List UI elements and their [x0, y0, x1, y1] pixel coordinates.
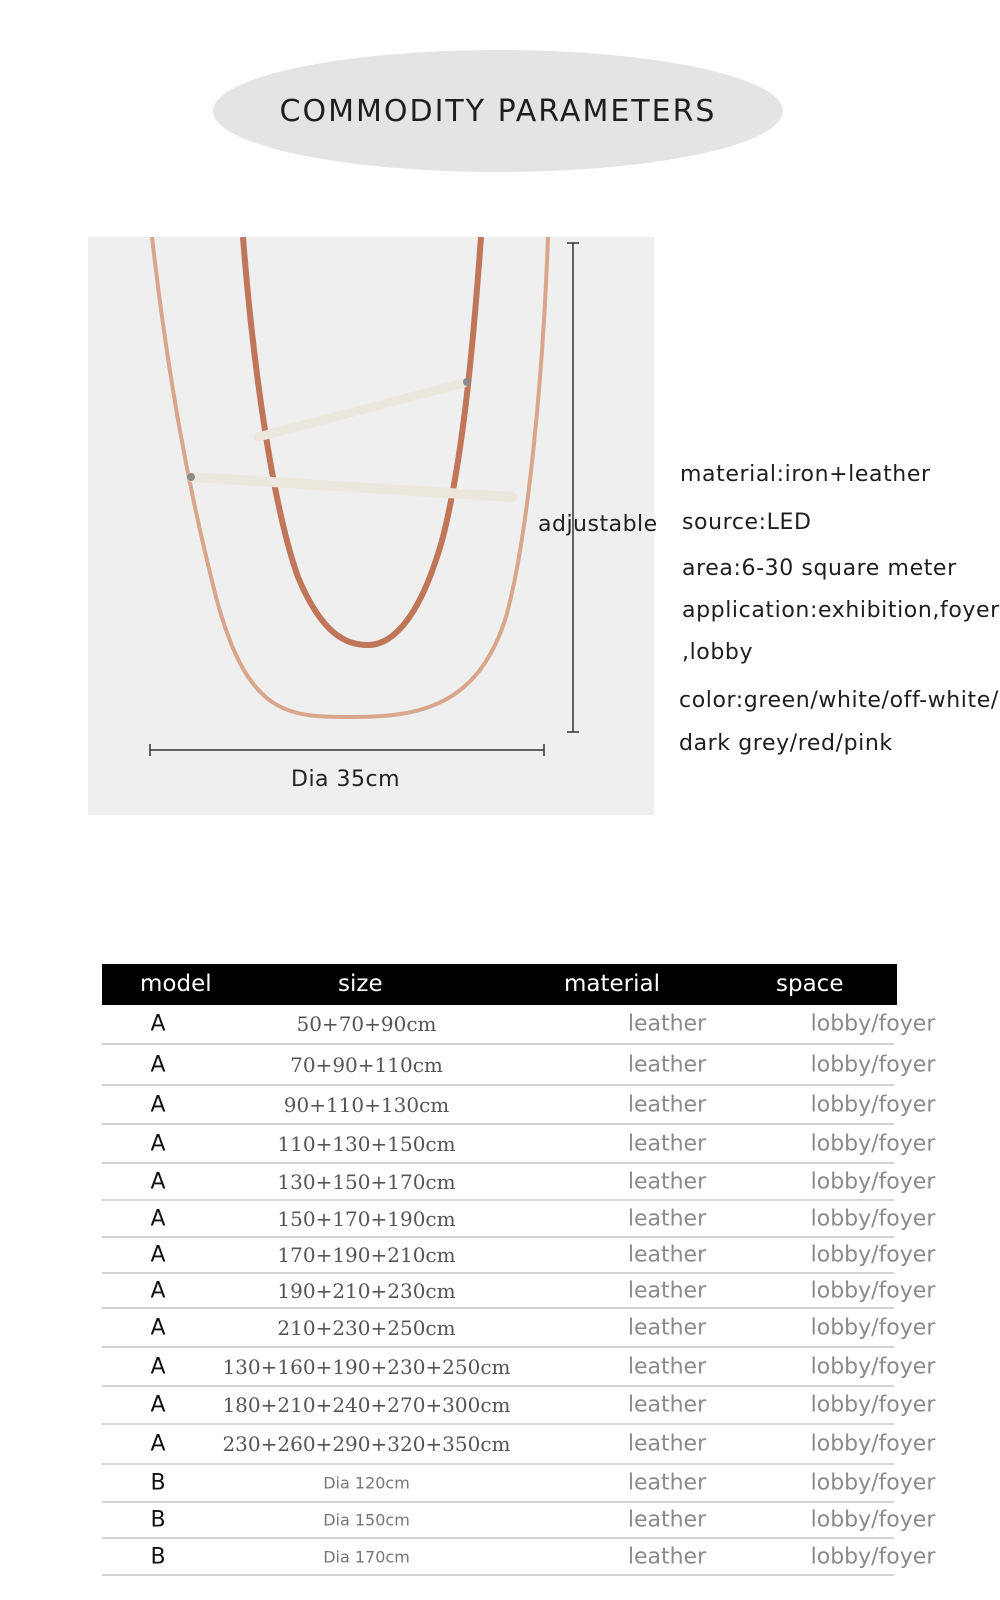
material-cell: leather: [627, 1278, 707, 1303]
table-row: [102, 1201, 936, 1238]
material-cell: leather: [627, 1242, 707, 1268]
size-cell: 210+230+250cm: [277, 1315, 456, 1340]
model-cell: A: [150, 1431, 166, 1457]
parameters-table: [102, 964, 936, 1576]
space-cell: lobby/foyer: [810, 1131, 936, 1156]
model-cell: A: [150, 1354, 166, 1379]
material-cell: leather: [627, 1011, 707, 1037]
table-row: [102, 1005, 936, 1045]
material-cell: leather: [627, 1052, 707, 1077]
model-cell: A: [150, 1092, 166, 1117]
material-cell: leather: [627, 1354, 707, 1379]
size-cell: 150+170+190cm: [277, 1206, 456, 1231]
space-cell: lobby/foyer: [810, 1206, 936, 1231]
table-row: [102, 1309, 936, 1348]
space-cell: lobby/foyer: [810, 1354, 936, 1379]
spec-application: application:exhibition,foyer: [682, 598, 1000, 623]
size-cell: 170+190+210cm: [277, 1243, 456, 1267]
title-banner: [213, 50, 783, 172]
size-cell: 110+130+150cm: [277, 1131, 456, 1156]
space-cell: lobby/foyer: [810, 1052, 936, 1077]
size-cell: 190+210+230cm: [277, 1278, 456, 1303]
material-cell: leather: [627, 1315, 707, 1340]
table-header: [102, 964, 897, 1005]
header-material: material: [564, 971, 660, 997]
space-cell: lobby/foyer: [810, 1092, 936, 1117]
space-cell: lobby/foyer: [810, 1431, 936, 1457]
spec-application-cont: ,lobby: [682, 640, 754, 665]
model-cell: B: [150, 1544, 166, 1569]
material-cell: leather: [627, 1092, 707, 1117]
table-row: [102, 1425, 936, 1465]
table-row: [102, 1274, 936, 1309]
table-row: [102, 1164, 936, 1201]
material-cell: leather: [627, 1507, 707, 1533]
spec-material: material:iron+leather: [680, 462, 931, 487]
size-cell: 90+110+130cm: [283, 1092, 450, 1117]
model-cell: A: [150, 1052, 166, 1077]
table-row: [102, 1348, 936, 1387]
model-cell: A: [150, 1315, 166, 1340]
table-row: [102, 1539, 936, 1576]
model-cell: A: [150, 1011, 166, 1037]
space-cell: lobby/foyer: [810, 1169, 936, 1194]
size-cell: 70+90+110cm: [290, 1052, 443, 1077]
material-cell: leather: [627, 1470, 707, 1496]
table-row: [102, 1465, 936, 1503]
model-cell: A: [150, 1131, 166, 1156]
lower-led-tube: [192, 477, 512, 497]
spec-area: area:6-30 square meter: [682, 556, 957, 581]
space-cell: lobby/foyer: [810, 1011, 936, 1037]
table-row: [102, 1387, 936, 1425]
material-cell: leather: [627, 1431, 707, 1457]
spec-color-cont: dark grey/red/pink: [679, 731, 893, 756]
size-cell: 50+70+90cm: [296, 1012, 437, 1036]
size-cell: 180+210+240+270+300cm: [222, 1393, 511, 1417]
header-space: space: [776, 971, 844, 997]
size-cell: Dia 170cm: [323, 1547, 410, 1566]
material-cell: leather: [627, 1544, 707, 1569]
spec-source: source:LED: [682, 510, 812, 535]
material-cell: leather: [627, 1131, 707, 1156]
model-cell: B: [150, 1470, 166, 1496]
model-cell: B: [150, 1507, 166, 1533]
space-cell: lobby/foyer: [810, 1315, 936, 1340]
space-cell: lobby/foyer: [810, 1507, 936, 1533]
material-cell: leather: [627, 1392, 707, 1418]
model-cell: A: [150, 1242, 166, 1268]
height-label: adjustable: [538, 512, 658, 537]
space-cell: lobby/foyer: [810, 1392, 936, 1418]
model-cell: A: [150, 1169, 166, 1194]
model-cell: A: [150, 1278, 166, 1303]
table-row: [102, 1238, 936, 1274]
upper-led-tube: [258, 383, 464, 437]
size-cell: 130+160+190+230+250cm: [222, 1354, 511, 1379]
table-row: [102, 1503, 936, 1539]
space-cell: lobby/foyer: [810, 1470, 936, 1496]
space-cell: lobby/foyer: [810, 1242, 936, 1268]
header-size: size: [338, 971, 383, 997]
table-body: [102, 1005, 936, 1576]
spec-color: color:green/white/off-white/: [679, 688, 999, 713]
size-cell: 230+260+290+320+350cm: [222, 1432, 511, 1456]
model-cell: A: [150, 1392, 166, 1418]
lower-tube-cap: [187, 473, 195, 481]
size-cell: 130+150+170cm: [277, 1169, 456, 1194]
model-cell: A: [150, 1206, 166, 1231]
size-cell: Dia 150cm: [323, 1510, 410, 1530]
table-row: [102, 1045, 936, 1086]
header-model: model: [140, 971, 212, 997]
material-cell: leather: [627, 1169, 707, 1194]
upper-tube-cap: [463, 378, 471, 386]
table-row: [102, 1125, 936, 1164]
size-cell: Dia 120cm: [323, 1473, 410, 1493]
inner-leather-strap: [243, 237, 481, 645]
table-row: [102, 1086, 936, 1125]
material-cell: leather: [627, 1206, 707, 1231]
space-cell: lobby/foyer: [810, 1278, 936, 1303]
space-cell: lobby/foyer: [810, 1544, 936, 1569]
width-label: Dia 35cm: [291, 767, 401, 792]
page-title: COMMODITY PARAMETERS: [279, 93, 717, 129]
